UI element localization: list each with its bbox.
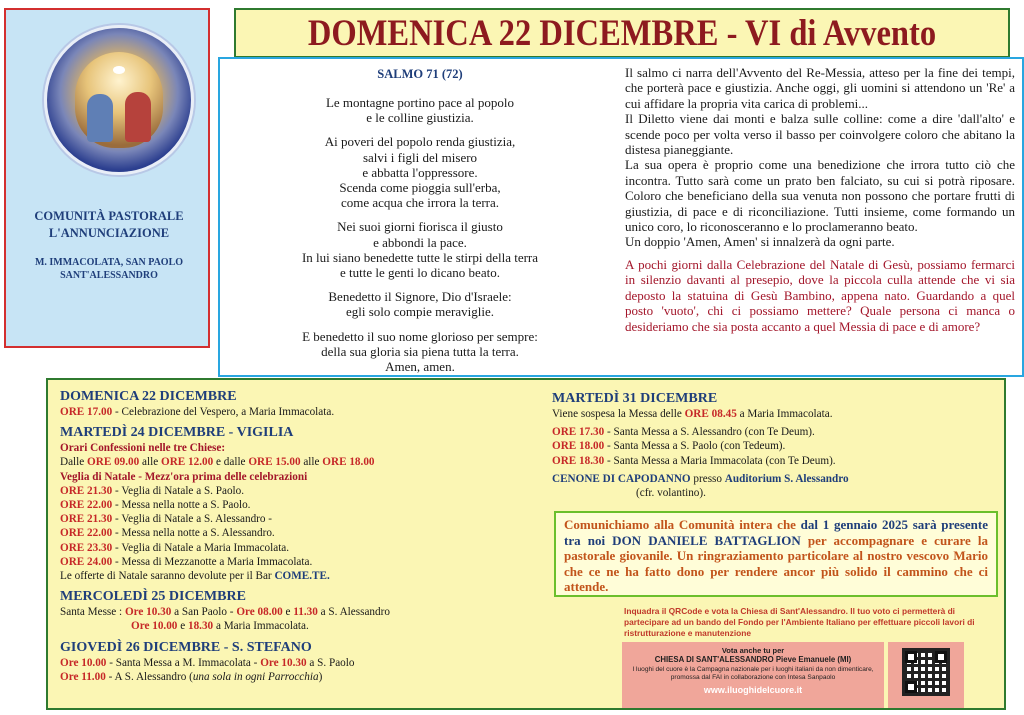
fai-vote-label: Vota anche tu per	[721, 646, 785, 655]
time: ORE 21.30	[60, 513, 113, 526]
parish-title-2: L'ANNUNCIAZIONE	[48, 226, 170, 240]
day-title-26: GIOVEDÌ 26 DICEMBRE - S. STEFANO	[60, 639, 312, 655]
confession-heading: Orari Confessioni nelle tre Chiese:	[60, 442, 226, 455]
psalm-column	[260, 67, 580, 383]
event-text: - Santa Messa a Maria Immacolata (con Te Deum).	[604, 454, 836, 467]
qr-panel	[888, 642, 964, 708]
parish-logo	[44, 25, 194, 175]
confession-hours	[60, 455, 530, 469]
event-text: - Messa di Mezzanotte a Maria Immacolata.	[112, 555, 313, 568]
time: Ore 10.30	[124, 606, 172, 619]
cenone-title: CENONE DI CAPODANNO	[552, 472, 691, 485]
text: a S. Paolo	[306, 656, 355, 669]
dove-icon	[113, 66, 125, 74]
schedule-line	[60, 555, 530, 569]
bar-name: COME.TE.	[274, 570, 330, 583]
fai-url[interactable]: www.iluoghidelcuore.it	[703, 685, 803, 695]
italic-note: una sola in ogni Parrocchia	[192, 670, 319, 683]
reflection-invitation: A pochi giorni dalla Celebrazione del Natale di Gesù, possiamo fermarci in silenzio davanti al presepio, dove la piccola culla attende che vi sia deposto la statuina di Gesù Bambino, appena nato. Guardando a quel posto 'vuoto', chi ci possiamo mettere? Quale persona ci manca o desideriamo che sia posta accanto a quel Messia di pace e di amore?	[625, 256, 1015, 334]
text: Dalle	[60, 456, 88, 469]
announce-text: per accompagnare e curare la pastorale giovanile. Un ringraziamento particolare al nostro vescovo Mario che ce ne ha fatto dono per rendere ancor più solido il cammino che ci attende.	[564, 532, 988, 594]
psalm-stanza	[260, 134, 580, 210]
text: e	[282, 606, 294, 619]
schedule-line	[60, 484, 530, 498]
time: Ore 10.30	[260, 656, 307, 669]
schedule-line	[60, 405, 530, 419]
schedule-line	[60, 605, 530, 619]
time: ORE 18.30	[552, 454, 605, 467]
parish-title-1: COMUNITÀ PASTORALE	[34, 209, 184, 223]
announce-text: Comunichiamo alla Comunità intera che	[564, 517, 801, 532]
time: ORE 23.30	[60, 541, 113, 554]
psalm-line: egli solo compie meraviglie.	[345, 304, 494, 320]
psalm-line: come acqua che irrora la terra.	[340, 195, 500, 211]
time: ORE 18.00	[322, 456, 375, 469]
event-text: - Veglia di Natale a S. Paolo.	[112, 484, 245, 497]
schedule-line	[60, 619, 530, 633]
announce-highlight: dal 1 gennaio 2025 sarà presente tra noi DON DANIELE BATTAGLION	[564, 517, 988, 548]
psalm-title: SALMO 71 (72)	[377, 67, 463, 81]
text: a S. Alessandro	[317, 606, 390, 619]
psalm-line: e tutte le genti lo dicano beato.	[340, 265, 500, 281]
reflection-paragraph: Il Diletto viene dai monti e balza sulle colline: come a dire 'dall'alto' e scende poco per volta verso il basso per coinvolgere coloro che abitano la distesa pianeggiante.	[625, 111, 1015, 158]
schedule-line	[60, 541, 530, 555]
time: ORE 17.30	[552, 426, 605, 439]
text: Viene sospesa la Messa delle	[552, 408, 685, 420]
text: a Maria Immacolata.	[736, 408, 833, 420]
day-title-25: MERCOLEDÌ 25 DICEMBRE	[60, 589, 246, 605]
time: ORE 22.00	[60, 527, 113, 540]
parish-panel	[4, 8, 210, 348]
psalm-stanza	[260, 329, 580, 375]
text: e	[177, 620, 188, 633]
parish-sub-2: SANT'ALESSANDRO	[60, 270, 158, 281]
schedule-line	[60, 656, 530, 670]
fai-church-name: CHIESA DI SANT'ALESSANDRO Pieve Emanuele (MI)	[654, 655, 852, 664]
time: ORE 09.00	[87, 456, 140, 469]
psalm-stanza	[260, 95, 580, 125]
text: alle	[300, 456, 323, 469]
psalm-line: Ai poveri del popolo renda giustizia,	[324, 134, 516, 150]
schedule-line	[552, 454, 992, 468]
time: Ore 10.00	[60, 656, 107, 669]
text: e dalle	[213, 456, 249, 469]
time: ORE 12.00	[161, 456, 214, 469]
psalm-line: e le colline giustizia.	[366, 110, 474, 126]
angel-figure	[87, 94, 113, 142]
psalm-line: Nei suoi giorni fiorisca il giusto	[337, 219, 503, 235]
day-title-31: MARTEDÌ 31 DICEMBRE	[552, 391, 718, 406]
psalm-line: Amen, amen.	[385, 359, 455, 375]
time: Ore 11.00	[60, 670, 106, 683]
schedule-line	[60, 498, 530, 512]
vigil-heading: Veglia di Natale - Mezz'ora prima delle celebrazioni	[60, 470, 308, 483]
psalm-line: E benedetto il suo nome glorioso per sempre:	[302, 328, 538, 344]
cenone-note: (cfr. volantino).	[636, 487, 706, 500]
day-title-24: MARTEDÌ 24 DICEMBRE - VIGILIA	[60, 425, 294, 441]
qr-code-icon[interactable]	[902, 648, 950, 696]
day-title-22: DOMENICA 22 DICEMBRE	[60, 389, 237, 404]
time: ORE 22.00	[60, 499, 113, 512]
text: Santa Messe :	[60, 606, 125, 619]
annunciation-image	[75, 52, 163, 148]
psalm-line: e abbondi la pace.	[373, 234, 467, 250]
schedule-line	[552, 407, 992, 421]
schedule-line	[60, 526, 530, 540]
event-text: - Veglia di Natale a S. Alessandro -	[112, 513, 273, 526]
psalm-box	[218, 57, 1024, 377]
fai-banner	[622, 642, 884, 708]
psalm-line: In lui siano benedette tutte le stirpi della terra	[301, 249, 539, 265]
event-text: - Veglia di Natale a Maria Immacolata.	[112, 541, 290, 554]
event-text: - Santa Messa a S. Paolo (con Tedeum).	[604, 440, 786, 453]
schedule-right-column	[552, 390, 992, 500]
schedule-left-column	[60, 388, 530, 684]
reflection-paragraph: Un doppio 'Amen, Amen' si innalzerà da ogni parte.	[625, 234, 895, 250]
text: - Santa Messa a M. Immacolata -	[106, 656, 261, 669]
time: ORE 15.00	[248, 456, 301, 469]
announcement-box	[554, 511, 998, 597]
text: a San Paolo -	[171, 606, 237, 619]
text: Le offerte di Natale saranno devolute per il Bar	[60, 570, 275, 583]
schedule-line	[552, 439, 992, 453]
psalm-line: Le montagne portino pace al popolo	[325, 95, 515, 110]
time: ORE 18.00	[552, 440, 605, 453]
schedule-line	[60, 670, 530, 684]
text: )	[318, 670, 323, 683]
cenone-line	[552, 472, 992, 486]
time: ORE 08.45	[684, 408, 737, 420]
event-text: - Santa Messa a S. Alessandro (con Te Deum).	[604, 426, 815, 439]
time: ORE 24.00	[60, 555, 113, 568]
text: alle	[139, 456, 161, 469]
fai-description: I luoghi del cuore è la Campagna nazionale per i luoghi italiani da non dimenticare, promossa dal FAI in collaborazione con Intesa Sanpaolo	[632, 666, 874, 681]
psalm-line: e abbatta l'oppressore.	[362, 164, 478, 180]
mary-figure	[125, 92, 151, 142]
time: Ore 10.00	[131, 620, 178, 633]
event-text: - Messa nella notte a S. Alessandro.	[112, 527, 275, 540]
psalm-line: della sua gloria sia piena tutta la terra.	[321, 343, 519, 359]
text: presso	[690, 472, 725, 485]
reflection-paragraph: La sua opera è proprio come una benedizione che irrora tutto ciò che incontra. Tutto sarà come un prato ben falciato, su cui si potrà riposare. Coloro che beneficiano della sua venuta non possono che portare frutti di giustizia, di pace e di riconciliazione. Tutti insieme, come formando un unico coro, lo riconosceranno e lo proclameranno beato.	[625, 157, 1015, 235]
psalm-line: Benedetto il Signore, Dio d'Israele:	[328, 289, 512, 305]
event-text: - Messa nella notte a S. Paolo.	[112, 499, 251, 512]
reflection-paragraph: Il salmo ci narra dell'Avvento del Re-Messia, atteso per la fine dei tempi, che porterà pace e giustizia. Anche oggi, gli uomini si attendono un 'Re' a cui affidare la propria vita carica di problemi...	[625, 65, 1015, 111]
parish-sub-1: M. IMMACOLATA, SAN PAOLO	[34, 257, 184, 268]
time: ORE 21.30	[60, 484, 113, 497]
psalm-line: salvi i figli del misero	[362, 149, 478, 165]
time: ORE 17.00	[60, 406, 113, 418]
psalm-stanza	[260, 219, 580, 280]
time: 11.30	[293, 606, 318, 619]
event-text: - Celebrazione del Vespero, a Maria Immacolata.	[112, 406, 335, 418]
schedule-box	[46, 378, 1006, 710]
venue: Auditorium S. Alessandro	[724, 472, 849, 485]
reflection-column	[625, 65, 1015, 334]
fai-instructions: Inquadra il QRCode e vota la Chiesa di Sant'Alessandro. Il tuo voto ci permetterà di partecipare ad un bando del Fondo per l'Ambiente Italiano per effettuare piccoli lavori di ristrutturazione e manutenzione	[624, 606, 975, 638]
text: - A S. Alessandro (	[105, 670, 193, 683]
schedule-line	[60, 512, 530, 526]
schedule-line	[552, 425, 992, 439]
page-title: DOMENICA 22 DICEMBRE - VI di Avvento	[307, 13, 937, 54]
header-banner	[234, 8, 1010, 58]
time: 18.30	[187, 620, 214, 633]
offering-note	[60, 569, 530, 583]
psalm-stanza	[260, 289, 580, 319]
text: a Maria Immacolata.	[213, 620, 309, 633]
time: Ore 08.00	[236, 606, 283, 619]
psalm-line: Scenda come pioggia sull'erba,	[339, 180, 501, 196]
